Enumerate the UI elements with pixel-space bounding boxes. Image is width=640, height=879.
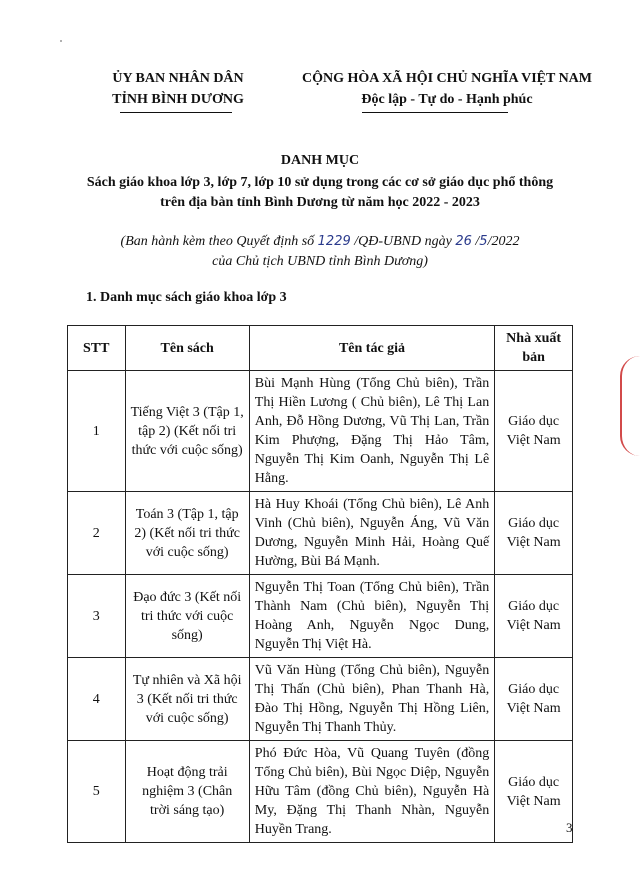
header-stt: STT [68, 326, 126, 371]
row-author: Nguyễn Thị Toan (Tổng Chủ biên), Trần Thành Nam (Chủ biên), Nguyễn Thị Hoàng Anh, Nguyễn Ngọc Dung, Nguyễn Thị Việt Hà. [249, 575, 494, 658]
textbook-table [67, 325, 573, 843]
note-sep: / [471, 234, 480, 249]
table-row [68, 492, 573, 575]
row-author: Phó Đức Hòa, Vũ Quang Tuyên (đồng Tổng Chủ biên), Bùi Ngọc Diệp, Nguyễn Hữu Tâm (đồng Chủ biên), Nguyễn Hà My, Đặng Thị Thanh Nhàn, Nguyễn Huyền Trang. [249, 741, 494, 843]
row-publisher: Giáo dục Việt Nam [495, 371, 573, 492]
header-book: Tên sách [125, 326, 249, 371]
decision-note-line-1 [60, 232, 580, 252]
header-author: Tên tác giả [249, 326, 494, 371]
row-publisher: Giáo dục Việt Nam [495, 658, 573, 741]
document-title: DANH MỤC [280, 153, 360, 168]
row-author: Bùi Mạnh Hùng (Tổng Chủ biên), Trần Thị Hiền Lương ( Chủ biên), Lê Thị Lan Anh, Đỗ Hồng Dương, Vũ Thị Lan, Trần Kim Phượng, Đặng Thị Hảo Tâm, Nguyễn Thị Kim Oanh, Nguyễn Thị Lê Hằng. [249, 371, 494, 492]
decision-month-handwritten: 5 [479, 234, 488, 249]
header-publisher: Nhà xuất bản [495, 326, 573, 371]
motto-line: Độc lập - Tự do - Hạnh phúc [361, 92, 533, 107]
decision-note-line-2: của Chủ tịch UBND tỉnh Bình Dương) [212, 254, 428, 269]
table-row [68, 371, 573, 492]
row-book: Đạo đức 3 (Kết nối tri thức với cuộc sống) [125, 575, 249, 658]
red-seal-edge [620, 356, 640, 456]
table-row [68, 741, 573, 843]
row-stt: 1 [68, 371, 126, 492]
row-stt: 2 [68, 492, 126, 575]
row-stt: 3 [68, 575, 126, 658]
row-author: Hà Huy Khoái (Tổng Chủ biên), Lê Anh Vinh (Chủ biên), Nguyễn Áng, Vũ Văn Dương, Nguyễn Minh Hải, Hoàng Quế Hường, Bùi Bá Mạnh. [249, 492, 494, 575]
note-year: /2022 [487, 234, 520, 249]
row-stt: 5 [68, 741, 126, 843]
table-header-row [68, 326, 573, 371]
row-book: Tự nhiên và Xã hội 3 (Kết nối tri thức với cuộc sống) [125, 658, 249, 741]
table-row [68, 658, 573, 741]
note-mid: /QĐ-UBND ngày [350, 234, 456, 249]
authority-underline [120, 112, 232, 113]
country-name: CỘNG HÒA XÃ HỘI CHỦ NGHĨA VIỆT NAM [301, 71, 592, 86]
document-subtitle: Sách giáo khoa lớp 3, lớp 7, lớp 10 sử dụng trong các cơ sở giáo dục phổ thông trên địa bàn tỉnh Bình Dương từ năm học 2022 - 2023 [86, 175, 554, 210]
row-publisher: Giáo dục Việt Nam [495, 741, 573, 843]
issuing-authority [78, 68, 278, 110]
authority-line-1: ỦY BAN NHÂN DÂN [112, 71, 244, 86]
authority-line-2: TỈNH BÌNH DƯƠNG [112, 92, 244, 107]
row-book: Hoạt động trải nghiệm 3 (Chân trời sáng tạo) [125, 741, 249, 843]
row-publisher: Giáo dục Việt Nam [495, 575, 573, 658]
note-prefix: (Ban hành kèm theo Quyết định số [120, 234, 318, 249]
decision-number-handwritten: 1229 [317, 234, 351, 249]
scan-speck [60, 40, 62, 42]
national-motto [262, 68, 632, 110]
section-heading: 1. Danh mục sách giáo khoa lớp 3 [86, 290, 287, 305]
row-stt: 4 [68, 658, 126, 741]
motto-underline [362, 112, 508, 113]
row-book: Tiếng Việt 3 (Tập 1, tập 2) (Kết nối tri thức với cuộc sống) [125, 371, 249, 492]
decision-note [60, 232, 580, 272]
decision-day-handwritten: 26 [455, 234, 472, 249]
table-row [68, 575, 573, 658]
row-author: Vũ Văn Hùng (Tổng Chủ biên), Nguyễn Thị Thấn (Chủ biên), Phan Thanh Hà, Đào Thị Hồng, Nguyễn Thị Hồng Liên, Nguyễn Thị Thanh Thủy. [249, 658, 494, 741]
row-book: Toán 3 (Tập 1, tập 2) (Kết nối tri thức với cuộc sống) [125, 492, 249, 575]
row-publisher: Giáo dục Việt Nam [495, 492, 573, 575]
page-number: 3 [566, 820, 573, 835]
